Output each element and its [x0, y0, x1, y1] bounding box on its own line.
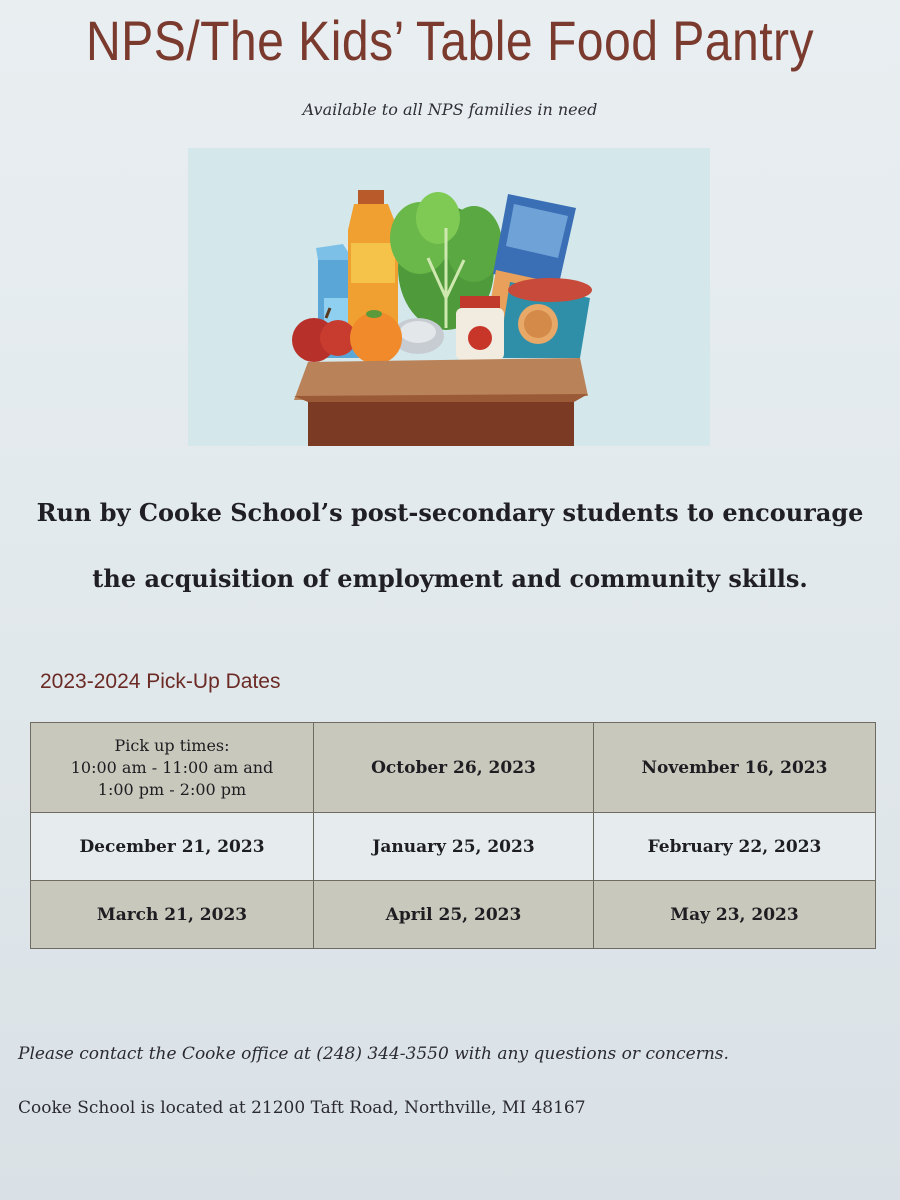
- pickup-times-label: Pick up times:: [114, 735, 230, 755]
- date-cell: December 21, 2023: [31, 813, 314, 881]
- pickup-dates-table: [30, 722, 876, 949]
- date-cell: April 25, 2023: [314, 881, 594, 949]
- table-row: [31, 723, 876, 813]
- tagline-line-2: the acquisition of employment and community skills.: [92, 564, 808, 593]
- page-title: NPS/The Kids’ Table Food Pantry: [85, 9, 815, 72]
- tagline-line-1: Run by Cooke School’s post-secondary students to encourage: [36, 498, 864, 527]
- pickup-times-morning: 10:00 am - 11:00 am and: [70, 757, 274, 777]
- date-cell: February 22, 2023: [594, 813, 876, 881]
- grocery-box-icon: [188, 148, 710, 446]
- date-cell: May 23, 2023: [594, 881, 876, 949]
- date-cell: January 25, 2023: [314, 813, 594, 881]
- grocery-box-illustration: [188, 148, 710, 446]
- canister-icon: [498, 278, 592, 358]
- table-row: [31, 813, 876, 881]
- date-cell: November 16, 2023: [594, 723, 876, 813]
- dates-heading: 2023-2024 Pick-Up Dates: [40, 670, 281, 693]
- cardboard-box-icon: [294, 358, 588, 446]
- table-row: [31, 881, 876, 949]
- contact-text: Please contact the Cooke office at (248) 344-3550 with any questions or concerns.: [18, 1044, 729, 1064]
- pickup-times-afternoon: 1:00 pm - 2:00 pm: [97, 779, 247, 799]
- jar-icon: [456, 296, 504, 360]
- page-subtitle: Available to all NPS families in need: [302, 100, 598, 119]
- pickup-times-cell: [31, 723, 314, 813]
- date-cell: March 21, 2023: [31, 881, 314, 949]
- address-text: Cooke School is located at 21200 Taft Road, Northville, MI 48167: [18, 1098, 586, 1118]
- date-cell: October 26, 2023: [314, 723, 594, 813]
